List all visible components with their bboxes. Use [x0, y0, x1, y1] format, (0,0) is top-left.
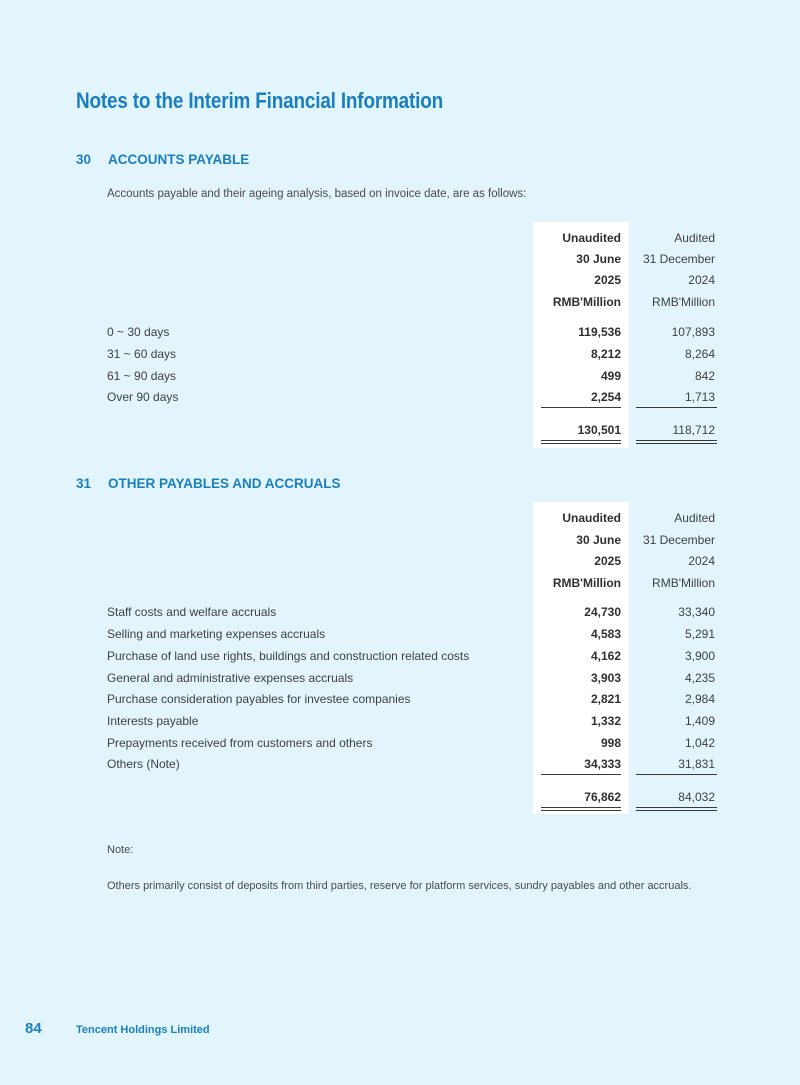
header-prior: Audited: [674, 231, 715, 245]
table-header-row: [0, 292, 800, 312]
row-prior-value: 1,713: [684, 390, 715, 404]
table-header-row: [0, 551, 800, 571]
row-prior-value: 1,042: [684, 736, 715, 750]
row-current-value: 998: [600, 736, 621, 750]
section-title: OTHER PAYABLES AND ACCRUALS: [108, 476, 341, 491]
header-prior: Audited: [674, 511, 715, 525]
total-current-value: 76,862: [584, 790, 621, 804]
row-label: Others (Note): [107, 757, 180, 771]
row-current-value: 34,333: [584, 757, 621, 771]
row-current-value: 4,162: [590, 649, 621, 663]
total-row: [0, 787, 800, 807]
row-label: Selling and marketing expenses accruals: [107, 627, 326, 641]
table-row: [0, 322, 800, 342]
row-prior-value: 842: [694, 369, 715, 383]
row-prior-value: 33,340: [678, 605, 715, 619]
table-header-row: [0, 249, 800, 269]
row-prior-value: 107,893: [671, 325, 715, 339]
company-name: Tencent Holdings Limited: [76, 1024, 210, 1036]
row-current-value: 2,821: [590, 692, 621, 706]
section-title: ACCOUNTS PAYABLE: [108, 152, 250, 167]
header-current: 2025: [594, 554, 621, 568]
row-current-value: 1,332: [590, 714, 621, 728]
header-prior: 2024: [688, 273, 715, 287]
row-prior-value: 5,291: [684, 627, 715, 641]
row-prior-value: 4,235: [684, 671, 715, 685]
header-current: RMB'Million: [552, 295, 621, 309]
row-label: Purchase of land use rights, buildings and construction related costs: [107, 649, 470, 663]
row-label: Interests payable: [107, 714, 199, 728]
section-30-intro: Accounts payable and their ageing analysis, based on invoice date, are as follows:: [107, 188, 527, 200]
table-header-row: [0, 530, 800, 550]
note-text: Others primarily consist of deposits from third parties, reserve for platform services, sundry payables and other accruals.: [107, 880, 692, 892]
subtotal-rule: [541, 407, 621, 408]
table-row: [0, 344, 800, 364]
table-header-row: [0, 228, 800, 248]
row-label: 0 ~ 30 days: [107, 325, 170, 339]
table-row: [0, 387, 800, 407]
section-31-heading: [76, 476, 341, 491]
section-number: 31: [76, 476, 92, 491]
row-label: 31 ~ 60 days: [107, 347, 177, 361]
total-double-rule: [541, 807, 621, 811]
subtotal-rule: [636, 407, 717, 408]
table-row: [0, 602, 800, 622]
table-row: [0, 754, 800, 774]
subtotal-rule: [541, 774, 621, 775]
row-label: Staff costs and welfare accruals: [107, 605, 277, 619]
page-title: Notes to the Interim Financial Information: [76, 88, 444, 113]
table-row: [0, 733, 800, 753]
row-current-value: 3,903: [590, 671, 621, 685]
table-header-row: [0, 270, 800, 290]
table-header-row: [0, 573, 800, 593]
subtotal-rule: [636, 774, 717, 775]
row-prior-value: 31,831: [678, 757, 715, 771]
header-current: Unaudited: [562, 231, 621, 245]
header-prior: 2024: [688, 554, 715, 568]
table-row: [0, 646, 800, 666]
table-row: [0, 668, 800, 688]
header-current: RMB'Million: [552, 576, 621, 590]
row-label: General and administrative expenses accruals: [107, 671, 354, 685]
section-number: 30: [76, 152, 92, 167]
page-number: 84: [25, 1020, 42, 1037]
section-30-heading: [76, 152, 249, 167]
total-prior-value: 84,032: [678, 790, 715, 804]
header-prior: 31 December: [642, 533, 715, 547]
total-current-value: 130,501: [577, 423, 621, 437]
table-row: [0, 624, 800, 644]
header-current: 30 June: [576, 252, 621, 266]
total-double-rule: [541, 440, 621, 444]
header-current: 30 June: [576, 533, 621, 547]
row-label: Prepayments received from customers and others: [107, 736, 373, 750]
header-current: 2025: [594, 273, 621, 287]
header-prior: RMB'Million: [652, 576, 715, 590]
row-label: Purchase consideration payables for investee companies: [107, 692, 411, 706]
header-current: Unaudited: [562, 511, 621, 525]
row-current-value: 2,254: [590, 390, 621, 404]
row-current-value: 24,730: [584, 605, 621, 619]
table-header-row: [0, 508, 800, 528]
row-prior-value: 2,984: [684, 692, 715, 706]
table-row: [0, 711, 800, 731]
row-current-value: 119,536: [578, 325, 621, 339]
total-double-rule: [636, 440, 717, 444]
total-prior-value: 118,712: [672, 423, 715, 437]
row-prior-value: 1,409: [684, 714, 715, 728]
header-prior: 31 December: [642, 252, 715, 266]
total-double-rule: [636, 807, 717, 811]
row-label: Over 90 days: [107, 390, 179, 404]
row-prior-value: 8,264: [684, 347, 715, 361]
row-current-value: 499: [600, 369, 621, 383]
row-current-value: 8,212: [590, 347, 621, 361]
row-label: 61 ~ 90 days: [107, 369, 177, 383]
table-row: [0, 689, 800, 709]
table-row: [0, 366, 800, 386]
row-prior-value: 3,900: [684, 649, 715, 663]
note-label: Note:: [107, 844, 134, 856]
row-current-value: 4,583: [590, 627, 621, 641]
total-row: [0, 420, 800, 440]
header-prior: RMB'Million: [652, 295, 715, 309]
